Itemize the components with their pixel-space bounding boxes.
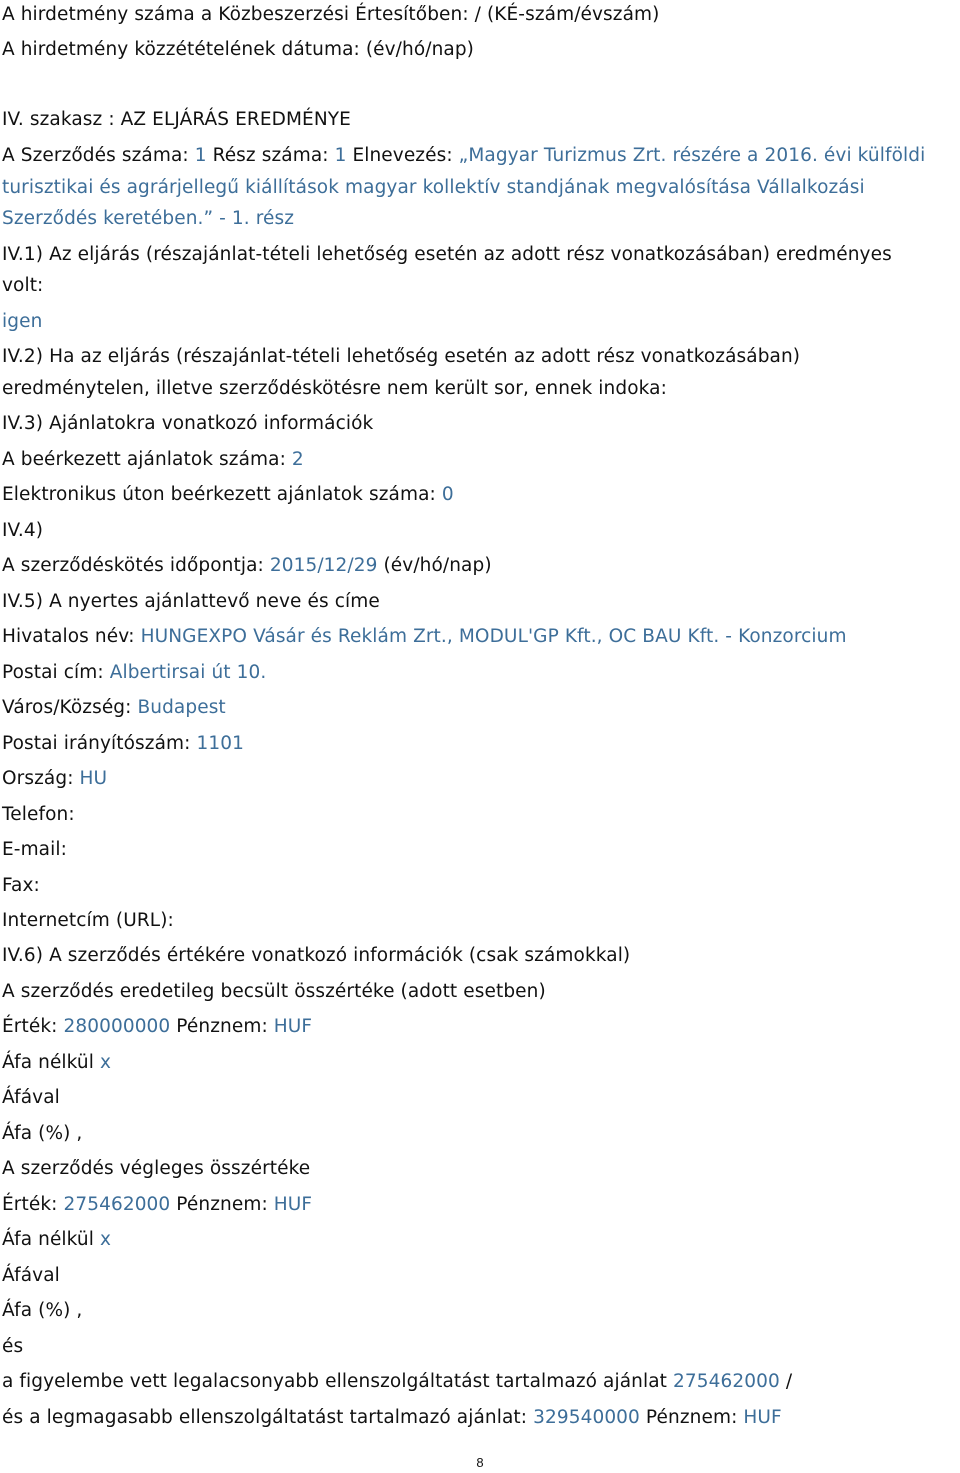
section-iv-title: IV. szakasz : AZ ELJÁRÁS EREDMÉNYE bbox=[2, 109, 351, 130]
contract-line-1 bbox=[2, 144, 925, 168]
final-value-label: Érték: bbox=[2, 1194, 58, 1215]
phone-label: Telefon: bbox=[2, 804, 75, 825]
country-row bbox=[2, 767, 107, 791]
electronic-value: 0 bbox=[441, 484, 454, 505]
part-no-value: 1 bbox=[334, 145, 347, 166]
final-vat-excl-mark: x bbox=[99, 1229, 112, 1250]
estimated-currency: HUF bbox=[273, 1016, 313, 1037]
estimated-title: A szerződés eredetileg becsült összértéke (adott esetben) bbox=[2, 981, 546, 1002]
final-value-row bbox=[2, 1193, 312, 1217]
estimated-vat-excl-row bbox=[2, 1051, 111, 1075]
estimated-vat-incl-label: Áfával bbox=[2, 1087, 60, 1108]
estimated-vat-pct-label: Áfa (%) , bbox=[2, 1123, 83, 1144]
fax-label: Fax: bbox=[2, 875, 40, 896]
final-vat-excl-label: Áfa nélkül bbox=[2, 1229, 94, 1250]
lowest-offer-value: 275462000 bbox=[673, 1371, 780, 1392]
iv3-received bbox=[2, 448, 304, 472]
iv1-label-1: IV.1) Az eljárás (részajánlat-tételi lehetőség esetén az adott rész vonatkozásában) eredményes bbox=[2, 244, 892, 265]
received-label: A beérkezett ajánlatok száma: bbox=[2, 449, 286, 470]
part-no-label: Rész száma: bbox=[212, 145, 329, 166]
estimated-value-row bbox=[2, 1015, 312, 1039]
highest-offer-label: és a legmagasabb ellenszolgáltatást tartalmazó ajánlat: bbox=[2, 1407, 528, 1428]
city-value: Budapest bbox=[137, 697, 226, 718]
lowest-offer-row bbox=[2, 1370, 792, 1394]
iv1-label-2: volt: bbox=[2, 275, 44, 296]
iv1-value: igen bbox=[2, 311, 43, 332]
estimated-currency-label: Pénznem: bbox=[176, 1016, 268, 1037]
official-name-row bbox=[2, 625, 847, 649]
final-vat-incl-label: Áfával bbox=[2, 1265, 60, 1286]
iv4-title: IV.4) bbox=[2, 520, 44, 541]
name-label: Elnevezés: bbox=[352, 145, 453, 166]
iv5-title: IV.5) A nyertes ajánlattevő neve és címe bbox=[2, 591, 380, 612]
contract-name-value-2: turisztikai és agrárjellegű kiállítások magyar kollektív standjának megvalósítása Vállalkozási bbox=[2, 177, 865, 198]
estimated-value-label: Érték: bbox=[2, 1016, 58, 1037]
iv2-label-1: IV.2) Ha az eljárás (részajánlat-tételi lehetőség esetén az adott rész vonatkozásában) bbox=[2, 346, 801, 367]
contract-date-unit: (év/hó/nap) bbox=[383, 555, 492, 576]
postcode-row bbox=[2, 732, 244, 756]
estimated-vat-excl-mark: x bbox=[99, 1052, 112, 1073]
highest-currency: HUF bbox=[743, 1407, 782, 1428]
electronic-label: Elektronikus úton beérkezett ajánlatok száma: bbox=[2, 484, 436, 505]
contract-no-value: 1 bbox=[194, 145, 207, 166]
final-vat-pct-label: Áfa (%) , bbox=[2, 1300, 83, 1321]
final-value: 275462000 bbox=[63, 1194, 171, 1215]
contract-name-value-1: „Magyar Turizmus Zrt. részére a 2016. évi külföldi bbox=[458, 145, 926, 166]
final-currency: HUF bbox=[273, 1194, 313, 1215]
official-name-value: HUNGEXPO Vásár és Reklám Zrt., MODUL'GP Kft., OC BAU Kft. - Konzorcium bbox=[140, 626, 847, 647]
iv2-label-2: eredménytelen, illetve szerződéskötésre nem került sor, ennek indoka: bbox=[2, 378, 667, 399]
iv6-title: IV.6) A szerződés értékére vonatkozó információk (csak számokkal) bbox=[2, 945, 631, 966]
iv4-date bbox=[2, 554, 492, 578]
received-value: 2 bbox=[291, 449, 304, 470]
highest-offer-value: 329540000 bbox=[533, 1407, 640, 1428]
page-number: 8 bbox=[476, 1455, 484, 1470]
url-label: Internetcím (URL): bbox=[2, 910, 174, 931]
contract-no-label: A Szerződés száma: bbox=[2, 145, 189, 166]
city-label: Város/Község: bbox=[2, 697, 132, 718]
contract-date-label: A szerződéskötés időpontja: bbox=[2, 555, 264, 576]
postal-address-row bbox=[2, 661, 266, 685]
final-title: A szerződés végleges összértéke bbox=[2, 1158, 311, 1179]
country-label: Ország: bbox=[2, 768, 74, 789]
estimated-vat-excl-label: Áfa nélkül bbox=[2, 1052, 94, 1073]
final-vat-excl-row bbox=[2, 1228, 111, 1252]
postcode-value: 1101 bbox=[196, 733, 244, 754]
contract-date-value: 2015/12/29 bbox=[269, 555, 378, 576]
publication-date-label: A hirdetmény közzétételének dátuma: (év/hó/nap) bbox=[2, 39, 474, 60]
and-label: és bbox=[2, 1336, 24, 1357]
final-currency-label: Pénznem: bbox=[176, 1194, 268, 1215]
postal-address-label: Postai cím: bbox=[2, 662, 104, 683]
email-label: E-mail: bbox=[2, 839, 67, 860]
contract-name-value-3: Szerződés keretében.” - 1. rész bbox=[2, 208, 295, 229]
highest-currency-label: Pénznem: bbox=[645, 1407, 738, 1428]
iv3-title: IV.3) Ajánlatokra vonatkozó információk bbox=[2, 413, 374, 434]
iv3-electronic bbox=[2, 483, 454, 507]
estimated-value: 280000000 bbox=[63, 1016, 171, 1037]
notice-number-label: A hirdetmény száma a Közbeszerzési Értesítőben: / (KÉ-szám/évszám) bbox=[2, 4, 660, 25]
highest-offer-row bbox=[2, 1406, 782, 1430]
country-value: HU bbox=[79, 768, 108, 789]
postal-address-value: Albertirsai út 10. bbox=[109, 662, 267, 683]
official-name-label: Hivatalos név: bbox=[2, 626, 135, 647]
lowest-offer-label: a figyelembe vett legalacsonyabb ellenszolgáltatást tartalmazó ajánlat bbox=[2, 1371, 668, 1392]
postcode-label: Postai irányítószám: bbox=[2, 733, 191, 754]
lowest-offer-suffix: / bbox=[785, 1371, 793, 1392]
city-row bbox=[2, 696, 226, 720]
